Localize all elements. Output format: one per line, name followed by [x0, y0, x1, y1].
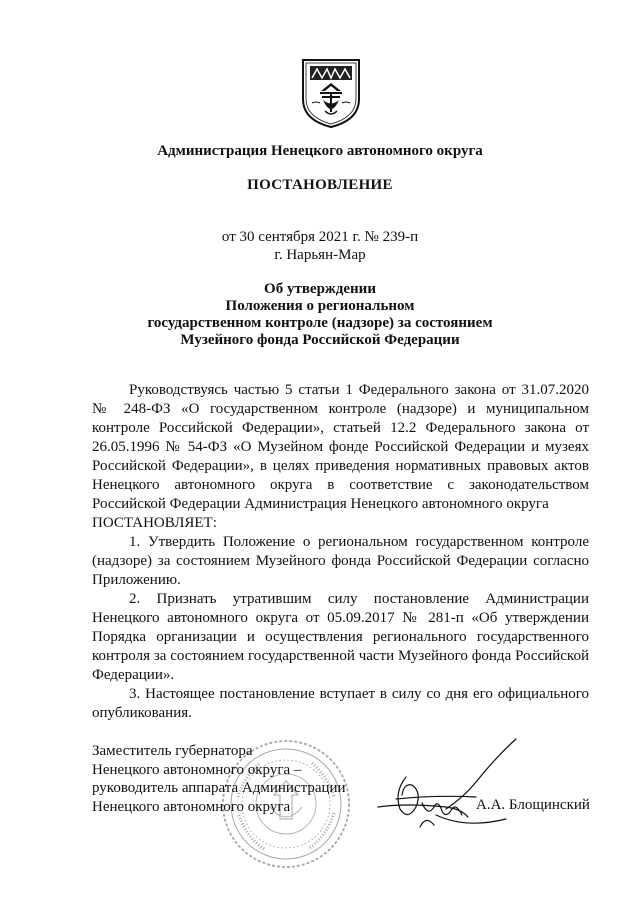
position-line: руководитель аппарата Администрации [92, 780, 346, 797]
position-line: Заместитель губернатора [92, 743, 253, 759]
signatory-name: А.А. Блощинский [476, 797, 590, 813]
document-type: ПОСТАНОВЛЕНИЕ [247, 177, 393, 193]
coat-of-arms-icon [300, 57, 362, 129]
item-paragraph: 1. Утвердить Положение о региональном государственном контроле (надзоре) за состоянием Музейного фонда Российской Федерации согласно Приложению. [92, 534, 589, 588]
item-paragraph: 3. Настоящее постановление вступает в силу со дня его официального опубликования. [92, 686, 589, 721]
position-line: Ненецкого автономного округа [92, 798, 291, 815]
handwritten-signature-icon [376, 737, 536, 847]
title-line: Музейного фонда Российской Федерации [180, 332, 460, 348]
title-line: Положения о региональном [225, 298, 415, 314]
document-city: г. Нарьян-Мар [274, 247, 366, 263]
item-paragraph: 2. Признать утратившим силу постановление Администрации Ненецкого автономного округа от 05.09.2017 № 281-п «Об утверждении Порядка организации и осуществления регионального государственного контроля за состоянием государственной части Музейного фонда Российской Федерации». [92, 591, 589, 683]
signatory-position [92, 742, 346, 816]
document-body [92, 381, 589, 723]
position-line: Ненецкого автономного округа – [92, 761, 302, 778]
document-date-number: от 30 сентября 2021 г. № 239-п [221, 229, 419, 245]
title-line: Об утверждении [264, 281, 376, 297]
preamble-paragraph: Руководствуясь частью 5 статьи 1 Федерального закона от 31.07.2020 № 248-ФЗ «О государственном контроле (надзоре) и муниципальном контроле Российской Федерации», статьей 12.2 Федерального закона от 26.05.1996 № 54-ФЗ «О Музейном фонде Российской Федерации и музеях Российской Федерации», в целях приведения нормативных правовых актов Ненецкого автономного округа в соответствие с законодательством Российской Федерации Администрация Ненецкого автономного округа [92, 382, 589, 512]
decree-word: ПОСТАНОВЛЯЕТ: [92, 515, 217, 531]
organization-name: Администрация Ненецкого автономного округа [157, 143, 483, 159]
title-line: государственном контроле (надзоре) за состоянием [147, 315, 493, 331]
document-title [0, 281, 640, 349]
